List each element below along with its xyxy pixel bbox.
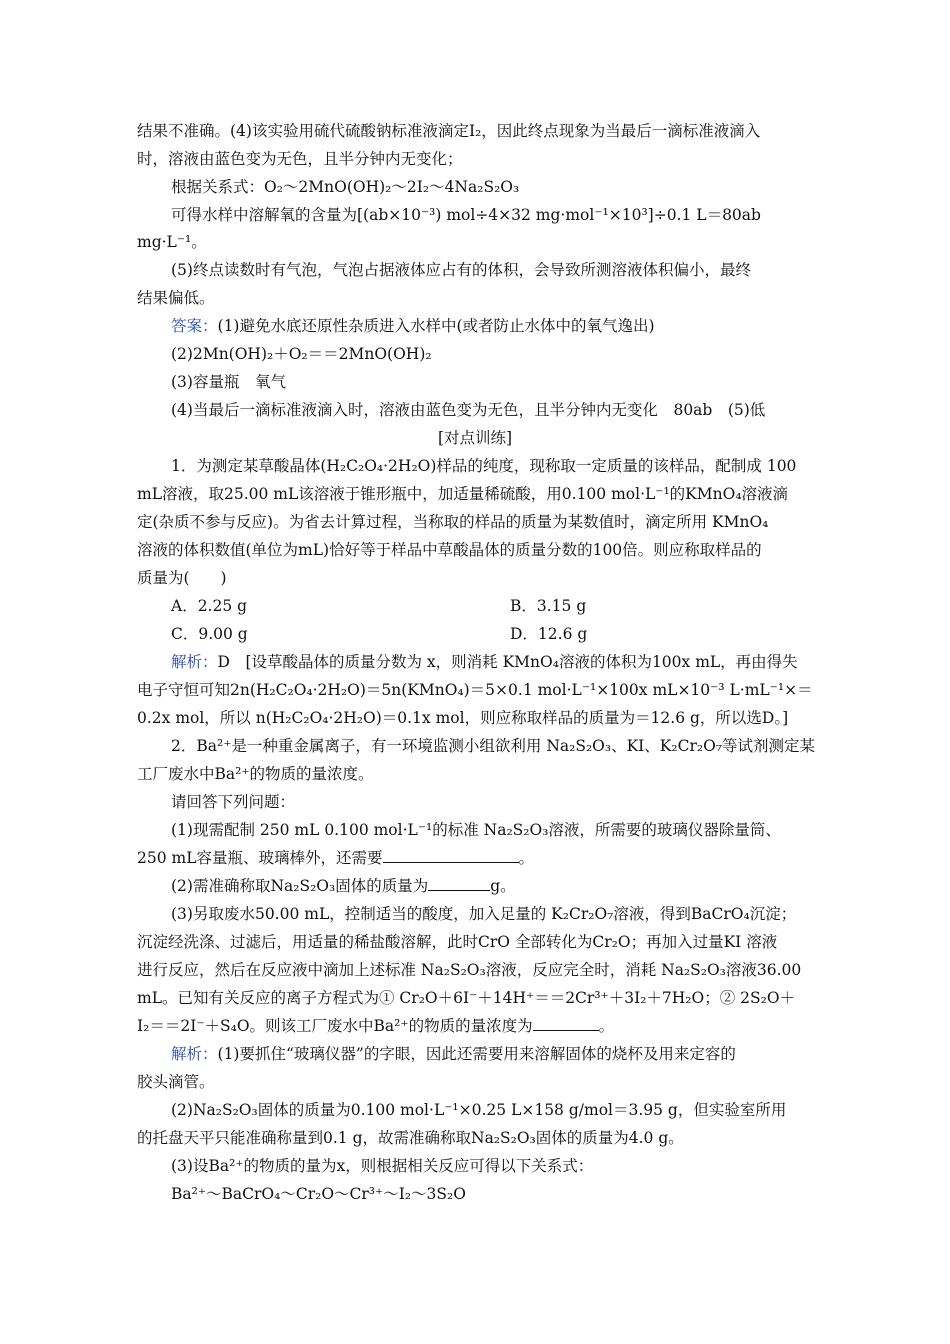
text-line: 0.2x mol，所以 n(H₂C₂O₄·2H₂O)＝0.1x mol，则应称取样品的质量为＝12.6 g，所以选D。] xyxy=(137,709,789,727)
question-line: 进行反应，然后在反应液中滴加上述标准 Na₂S₂O₃溶液，反应完全时，消耗 Na₂S₂O₃溶液36.00 xyxy=(137,961,802,979)
answer-label: 答案： xyxy=(171,317,218,335)
question-line: 2．Ba²⁺是一种重金属离子，有一环境监测小组欲利用 Na₂S₂O₃、KI、K₂Cr₂O₇等试剂测定某 xyxy=(171,737,815,755)
punctuation: 。 xyxy=(518,849,535,867)
question-text: I₂＝＝2I⁻＋S₄O。则该工厂废水中Ba²⁺的物质的量浓度为 xyxy=(137,1017,533,1035)
text-line: 结果不准确。(4)该实验用硫代硫酸钠标准液滴定I₂，因此终点现象为当最后一滴标准液滴入 xyxy=(137,122,761,140)
question-line: 质量为( ) xyxy=(137,569,227,587)
text-line: 可得水样中溶解氧的含量为[(ab×10⁻³) mol÷4×32 mg·mol⁻¹×10³]÷0.1 L＝80ab xyxy=(171,206,761,224)
answer-text: (1)避免水底还原性杂质进入水样中(或者防止水体中的氧气逸出) xyxy=(217,317,655,335)
unit-text: g。 xyxy=(490,877,516,895)
question-text: 250 mL容量瓶、玻璃棒外，还需要 xyxy=(137,849,383,867)
option-c: C．9.00 g xyxy=(171,625,248,643)
analysis-label: 解析： xyxy=(171,1045,218,1063)
question-line: mL。已知有关反应的离子方程式为① Cr₂O＋6I⁻＋14H⁺＝＝2Cr³⁺＋3I₂＋7H₂O；② 2S₂O＋ xyxy=(137,989,796,1007)
section-heading: [对点训练] xyxy=(437,429,513,447)
text-line: mg·L⁻¹。 xyxy=(137,233,207,251)
question-line: 1．为测定某草酸晶体(H₂C₂O₄·2H₂O)样品的纯度，现称取一定质量的该样品，配制成 100 xyxy=(171,457,797,475)
answer-line xyxy=(171,316,655,336)
text-line: (2)Na₂S₂O₃固体的质量为0.100 mol·L⁻¹×0.25 L×158 g/mol＝3.95 g，但实验室所用 xyxy=(171,1101,787,1119)
text-line: 结果偏低。 xyxy=(137,289,215,307)
analysis-line xyxy=(171,652,798,672)
question-line xyxy=(171,876,516,896)
question-line: 沉淀经洗涤、过滤后，用适量的稀盐酸溶解，此时CrO 全部转化为Cr₂O；再加入过量KI 溶液 xyxy=(137,933,778,951)
analysis-text: (1)要抓住“玻璃仪器”的字眼，因此还需要用来溶解固体的烧杯及用来定容的 xyxy=(217,1045,736,1063)
question-line: 定(杂质不参与反应)。为省去计算过程，当称取的样品的质量为某数值时，滴定所用 KMnO₄ xyxy=(137,513,769,531)
text-line: (3)设Ba²⁺的物质的量为x，则根据相关反应可得以下关系式： xyxy=(171,1157,594,1175)
text-line: 请回答下列问题： xyxy=(171,793,296,811)
text-line: 的托盘天平只能准确称量到0.1 g，故需准确称取Na₂S₂O₃固体的质量为4.0 g。 xyxy=(137,1129,684,1147)
analysis-text: D [设草酸晶体的质量分数为 x，则消耗 KMnO₄溶液的体积为100x mL，再由得失 xyxy=(217,653,798,671)
question-line: (3)另取废水50.00 mL，控制适当的酸度，加入足量的 K₂Cr₂O₇溶液，得到BaCrO₄沉淀； xyxy=(171,905,797,923)
question-text: (2)需准确称取Na₂S₂O₃固体的质量为 xyxy=(171,877,429,895)
question-line xyxy=(137,1016,614,1036)
analysis-line xyxy=(171,1044,736,1064)
options-row xyxy=(171,596,247,616)
text-line: Ba²⁺～BaCrO₄～Cr₂O～Cr³⁺～I₂～3S₂O xyxy=(171,1185,466,1203)
answer-blank[interactable] xyxy=(533,1016,599,1031)
text-line: 根据关系式：O₂～2MnO(OH)₂～2I₂～4Na₂S₂O₃ xyxy=(171,178,520,196)
text-line: (2)2Mn(OH)₂＋O₂＝＝2MnO(OH)₂ xyxy=(171,345,432,363)
question-line xyxy=(137,848,534,868)
option-b: B．3.15 g xyxy=(510,597,587,615)
option-a: A．2.25 g xyxy=(171,597,248,615)
answer-blank[interactable] xyxy=(428,876,490,891)
text-line: 电子守恒可知2n(H₂C₂O₄·2H₂O)＝5n(KMnO₄)＝5×0.1 mol·L⁻¹×100x mL×10⁻³ L·mL⁻¹×＝ xyxy=(137,681,813,699)
text-line: (4)当最后一滴标准液滴入时，溶液由蓝色变为无色，且半分钟内无变化 80ab (5)低 xyxy=(171,401,766,419)
answer-blank[interactable] xyxy=(383,848,519,863)
question-line: mL溶液，取25.00 mL该溶液于锥形瓶中，加适量稀硫酸，用0.100 mol·L⁻¹的KMnO₄溶液滴 xyxy=(137,485,789,503)
option-d: D．12.6 g xyxy=(510,625,588,643)
analysis-label: 解析： xyxy=(171,653,218,671)
text-line: 时，溶液由蓝色变为无色，且半分钟内无变化； xyxy=(137,150,463,168)
question-line: 溶液的体积数值(单位为mL)恰好等于样品中草酸晶体的质量分数的100倍。则应称取样品的 xyxy=(137,541,762,559)
question-line: 工厂废水中Ba²⁺的物质的量浓度。 xyxy=(137,765,374,783)
text-line: 胶头滴管。 xyxy=(137,1073,215,1091)
text-line: (5)终点读数时有气泡，气泡占据液体应占有的体积，会导致所测溶液体积偏小，最终 xyxy=(171,261,751,279)
options-row xyxy=(171,624,248,644)
text-line: (3)容量瓶 氧气 xyxy=(171,373,286,391)
punctuation: 。 xyxy=(598,1017,615,1035)
question-line: (1)现需配制 250 mL 0.100 mol·L⁻¹的标准 Na₂S₂O₃溶液，所需要的玻璃仪器除量筒、 xyxy=(171,821,781,839)
